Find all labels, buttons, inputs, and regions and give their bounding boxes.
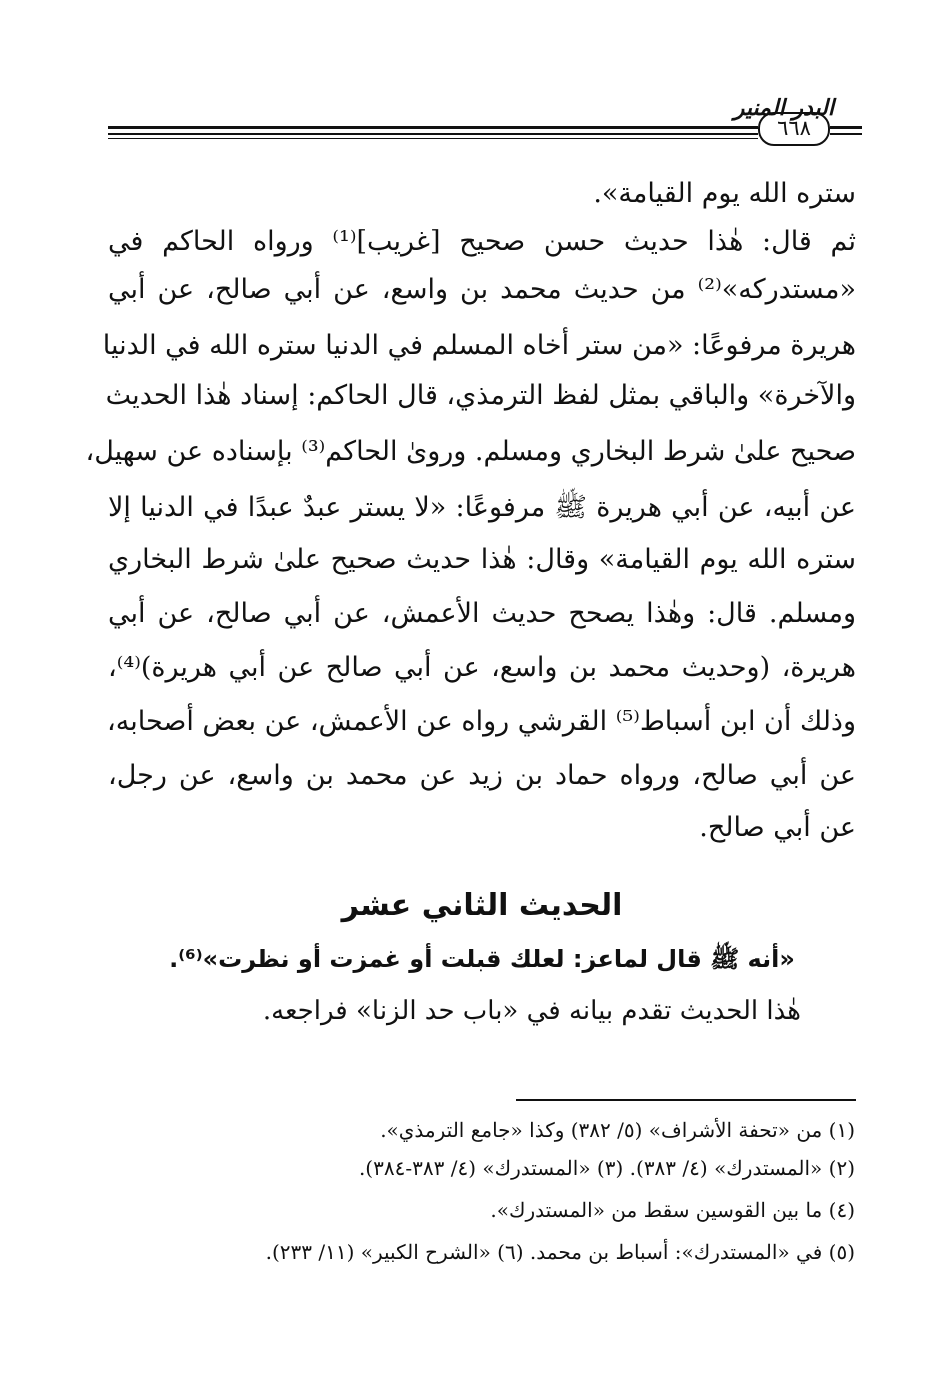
header-rule — [108, 138, 758, 139]
hadith-text: «أنه ﷺ قال لماعز: لعلك قبلت أو غمزت أو نظرت»⁽⁶⁾. — [169, 945, 795, 973]
body-line: وذلك أن ابن أسباط⁽⁵⁾ القرشي رواه عن الأعمش، عن بعض أصحابه، — [107, 706, 856, 737]
body-line: ستره الله يوم القيامة». — [593, 178, 856, 209]
body-line: هريرة مرفوعًا: «من ستر أخاه المسلم في الدنيا ستره الله في الدنيا — [102, 330, 856, 361]
body-line: «مستدركه»⁽²⁾ من حديث محمد بن واسع، عن أبي صالح، عن أبي — [108, 274, 856, 305]
body-line: عن أبي صالح، ورواه حماد بن زيد عن محمد بن واسع، عن رجل، — [108, 760, 856, 791]
footnote: (١) من «تحفة الأشراف» (٥/ ٣٨٢) وكذا «جامع الترمذي». — [380, 1118, 855, 1142]
book-title: البدر المنير — [733, 96, 834, 121]
header-rule — [108, 126, 758, 129]
body-line: عن أبي صالح. — [699, 812, 856, 843]
footnote: (٢) «المستدرك» (٤/ ٣٨٣). (٣) «المستدرك» (٤/ ٣٨٣-٣٨٤). — [358, 1156, 855, 1180]
body-line: صحيح علىٰ شرط البخاري ومسلم. وروىٰ الحاكم⁽³⁾ بإسناده عن سهيل، — [85, 436, 856, 467]
body-line: ستره الله يوم القيامة» وقال: هٰذا حديث صحيح علىٰ شرط البخاري — [108, 544, 856, 575]
footnote-rule — [516, 1099, 856, 1101]
page-header — [108, 92, 862, 162]
header-rule — [830, 126, 862, 129]
body-line: والآخرة» والباقي بمثل لفظ الترمذي، قال الحاكم: إسناد هٰذا الحديث — [105, 380, 856, 411]
body-line: عن أبيه، عن أبي هريرة ﷺ مرفوعًا: «لا يستر عبدٌ عبدًا في الدنيا إلا — [108, 492, 856, 523]
body-line: ومسلم. قال: وهٰذا يصحح حديث الأعمش، عن أبي صالح، عن أبي — [108, 598, 856, 629]
header-rule — [830, 133, 862, 135]
header-rule — [108, 133, 758, 135]
section-note: هٰذا الحديث تقدم بيانه في «باب حد الزنا» فراجعه. — [262, 996, 801, 1026]
section-heading: الحديث الثاني عشر — [341, 888, 623, 923]
footnote: (٥) في «المستدرك»: أسباط بن محمد. (٦) «الشرح الكبير» (١١/ ٢٣٣). — [265, 1240, 855, 1264]
body-line: ثم قال: هٰذا حديث حسن صحيح [غريب]⁽¹⁾ ورواه الحاكم في — [108, 226, 856, 257]
body-line: هريرة، (وحديث محمد بن واسع، عن أبي صالح عن أبي هريرة)⁽⁴⁾، — [108, 652, 856, 683]
page-number: ٦٦٨ — [758, 112, 830, 146]
footnote: (٤) ما بين القوسين سقط من «المستدرك». — [490, 1198, 855, 1222]
